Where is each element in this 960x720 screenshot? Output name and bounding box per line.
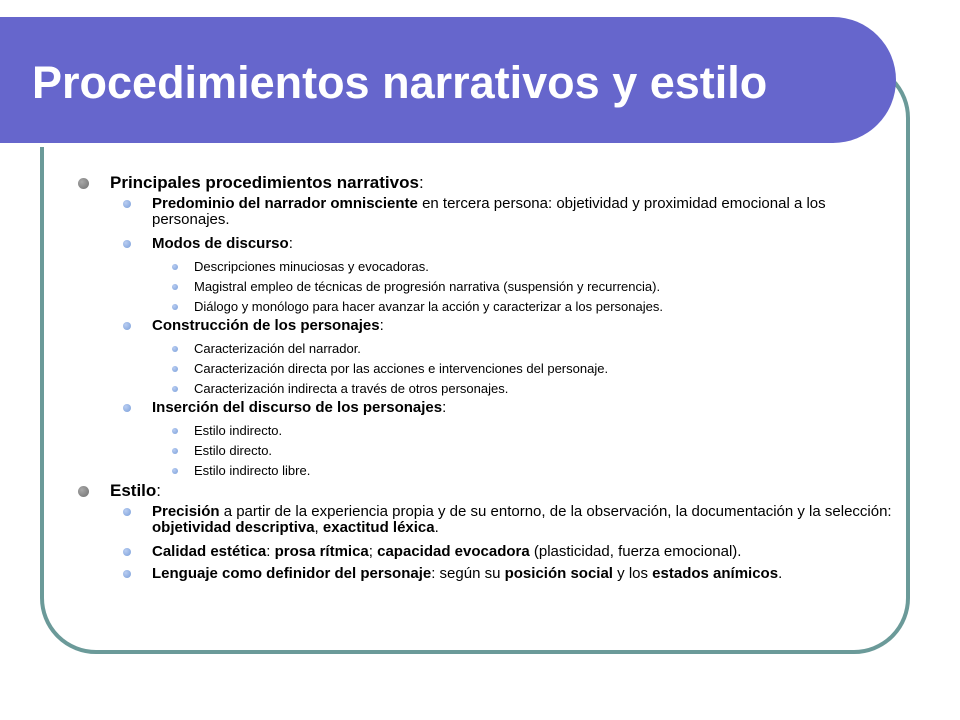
- item-text: ;: [368, 543, 378, 560]
- list-item-narrador: [152, 196, 892, 228]
- item-text: :: [442, 399, 447, 416]
- item-text: : según su: [431, 565, 505, 582]
- item-bold: objetividad descriptiva: [152, 519, 315, 536]
- item-bold: posición social: [504, 565, 613, 582]
- item-bold: Lenguaje como definidor del personaje: [152, 565, 432, 582]
- list-item-calidad: [152, 544, 892, 560]
- list-subitem: Estilo indirecto libre.: [194, 463, 311, 478]
- item-bold: exactitud léxica: [322, 519, 435, 536]
- item-text: .: [778, 565, 783, 582]
- item-text: ,: [314, 519, 323, 536]
- bullet-icon: [123, 200, 131, 208]
- list-subitem: Caracterización indirecta a través de otros personajes.: [194, 381, 509, 396]
- bullet-icon: [123, 322, 131, 330]
- list-item-lenguaje: [152, 566, 892, 582]
- bullet-icon: [123, 570, 131, 578]
- list-subitem: Caracterización directa por las acciones e intervenciones del personaje.: [194, 361, 609, 376]
- item-bold: prosa rítmica: [274, 543, 369, 560]
- heading-text: Principales procedimientos narrativos: [110, 173, 419, 192]
- list-subitem: Diálogo y monólogo para hacer avanzar la acción y caracterizar a los personajes.: [194, 299, 663, 314]
- bullet-icon: [172, 386, 178, 392]
- bullet-icon: [172, 428, 178, 434]
- bullet-icon: [123, 240, 131, 248]
- item-bold: Precisión: [152, 503, 220, 520]
- list-item-personajes: [152, 318, 892, 334]
- item-bold: capacidad evocadora: [377, 543, 530, 560]
- item-bold: Inserción del discurso de los personajes: [152, 399, 443, 416]
- bullet-icon: [78, 178, 89, 189]
- list-item-precision: [152, 504, 892, 536]
- list-item-discurso: [152, 400, 892, 416]
- item-text: :: [379, 317, 384, 334]
- item-text: .: [434, 519, 439, 536]
- bullet-icon: [172, 366, 178, 372]
- bullet-icon: [172, 284, 178, 290]
- heading-colon: :: [156, 481, 162, 500]
- bullet-icon: [172, 468, 178, 474]
- bullet-icon: [123, 404, 131, 412]
- item-text: y los: [612, 565, 653, 582]
- list-subitem: Estilo directo.: [194, 443, 273, 458]
- item-bold: estados anímicos: [652, 565, 779, 582]
- bullet-icon: [172, 264, 178, 270]
- list-subitem: Estilo indirecto.: [194, 423, 283, 438]
- item-text: en tercera persona: objetividad y proximidad emocional a los personajes.: [152, 195, 826, 228]
- bullet-icon: [172, 448, 178, 454]
- list-subitem: Caracterización del narrador.: [194, 341, 361, 356]
- item-bold: Construcción de los personajes: [152, 317, 380, 334]
- item-bold: Predominio del narrador omnisciente: [152, 195, 418, 212]
- item-text: :: [288, 235, 293, 252]
- heading-text: Estilo: [110, 481, 157, 500]
- item-bold: Modos de discurso: [152, 235, 289, 252]
- item-text: (plasticidad, fuerza emocional).: [529, 543, 742, 560]
- section-heading-procedimientos: [110, 173, 424, 193]
- slide-title: Procedimientos narrativos y estilo: [32, 57, 768, 108]
- item-text: :: [266, 543, 275, 560]
- list-subitem: Magistral empleo de técnicas de progresión narrativa (suspensión y recurrencia).: [194, 279, 661, 294]
- bullet-icon: [172, 346, 178, 352]
- list-subitem: Descripciones minuciosas y evocadoras.: [194, 259, 429, 274]
- bullet-icon: [78, 486, 89, 497]
- heading-colon: :: [418, 173, 424, 192]
- bullet-icon: [172, 304, 178, 310]
- bullet-icon: [123, 508, 131, 516]
- item-bold: Calidad estética: [152, 543, 267, 560]
- list-item-modos: [152, 236, 892, 252]
- section-heading-estilo: [110, 481, 161, 501]
- bullet-icon: [123, 548, 131, 556]
- item-text: a partir de la experiencia propia y de su entorno, de la observación, la documentación y la selección:: [219, 503, 892, 520]
